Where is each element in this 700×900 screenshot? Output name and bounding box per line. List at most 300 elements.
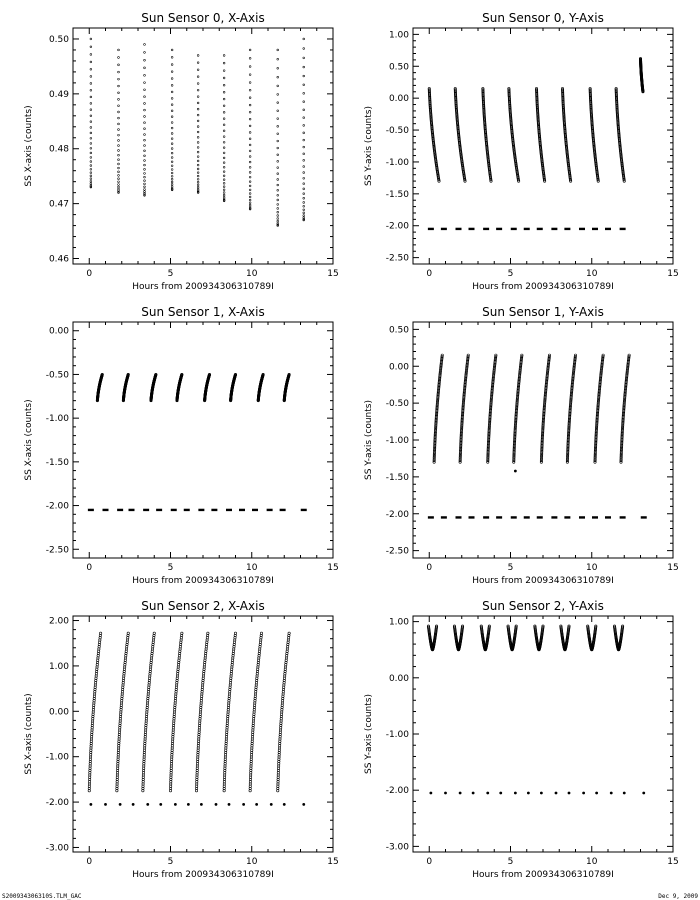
data-point bbox=[467, 354, 469, 356]
data-point bbox=[277, 179, 279, 181]
data-point bbox=[223, 186, 225, 188]
data-point bbox=[223, 55, 225, 57]
y-tick-label: -2.00 bbox=[385, 221, 409, 232]
y-tick-label: -1.00 bbox=[385, 730, 409, 740]
x-axis-label: Hours from 200934306310789I bbox=[472, 576, 614, 586]
data-point bbox=[197, 55, 199, 57]
data-point bbox=[197, 89, 199, 91]
y-tick-label: -2.50 bbox=[385, 253, 409, 264]
data-point bbox=[249, 189, 251, 191]
series-pass-5 bbox=[203, 373, 210, 402]
data-point bbox=[90, 38, 92, 40]
data-point bbox=[171, 152, 173, 154]
data-point bbox=[277, 49, 279, 51]
data-point bbox=[90, 175, 92, 177]
x-tick-label: 15 bbox=[667, 857, 679, 867]
data-point bbox=[303, 48, 305, 50]
series-pass-3 bbox=[150, 373, 157, 402]
y-tick-label: -1.00 bbox=[385, 157, 409, 168]
data-point bbox=[118, 105, 120, 107]
data-point bbox=[223, 70, 225, 72]
data-point bbox=[223, 152, 225, 154]
y-tick-label: -2.00 bbox=[45, 798, 69, 809]
data-point bbox=[277, 184, 279, 186]
x-tick-label: 5 bbox=[167, 857, 174, 867]
data-point bbox=[223, 157, 225, 159]
series-pass-6 bbox=[229, 373, 236, 402]
data-point bbox=[171, 78, 173, 80]
y-axis-label: SS X-axis (counts) bbox=[24, 399, 34, 481]
data-point bbox=[171, 49, 173, 51]
data-point bbox=[144, 186, 146, 188]
data-point bbox=[197, 181, 199, 183]
data-point bbox=[277, 194, 279, 196]
x-tick-label: 10 bbox=[246, 269, 258, 279]
data-point bbox=[223, 130, 225, 132]
data-point bbox=[223, 136, 225, 138]
data-point bbox=[200, 803, 203, 806]
y-tick-label: 1.00 bbox=[48, 661, 69, 672]
data-point bbox=[303, 202, 305, 204]
data-point bbox=[444, 792, 447, 795]
data-point bbox=[144, 128, 146, 130]
data-point bbox=[223, 84, 225, 86]
data-point bbox=[197, 172, 199, 174]
data-point bbox=[146, 803, 149, 806]
data-point bbox=[249, 199, 251, 201]
data-point bbox=[144, 145, 146, 147]
data-point bbox=[303, 217, 305, 219]
data-point bbox=[249, 138, 251, 140]
chart-title: Sun Sensor 0, X-Axis bbox=[141, 11, 265, 25]
data-point bbox=[118, 78, 120, 80]
data-point bbox=[249, 82, 251, 84]
data-point bbox=[223, 179, 225, 181]
x-tick-label: 5 bbox=[507, 857, 514, 867]
data-point bbox=[277, 199, 279, 201]
data-point bbox=[303, 177, 305, 179]
data-point bbox=[472, 792, 475, 795]
x-tick-label: 5 bbox=[167, 563, 174, 573]
data-point bbox=[197, 151, 199, 153]
data-point bbox=[249, 125, 251, 127]
data-point bbox=[144, 164, 146, 166]
data-point bbox=[171, 116, 173, 118]
data-point bbox=[277, 102, 279, 104]
data-point bbox=[249, 144, 251, 146]
footer-filename: S200934306310S.TLM_GAC bbox=[2, 893, 82, 900]
series-pass-8 bbox=[613, 625, 624, 651]
data-point bbox=[303, 212, 305, 214]
data-point bbox=[277, 211, 279, 213]
data-point bbox=[118, 159, 120, 161]
x-tick-label: 10 bbox=[246, 857, 258, 867]
data-point bbox=[249, 150, 251, 152]
data-point bbox=[642, 792, 645, 795]
data-point bbox=[249, 74, 251, 76]
data-point bbox=[144, 176, 146, 178]
data-point bbox=[118, 150, 120, 152]
data-point bbox=[118, 117, 120, 119]
x-axis-label: Hours from 200934306310789I bbox=[132, 576, 274, 586]
data-point bbox=[90, 46, 92, 48]
series-pass-1 bbox=[88, 632, 102, 792]
data-point bbox=[277, 147, 279, 149]
data-point bbox=[595, 792, 598, 795]
data-point bbox=[187, 803, 190, 806]
data-point bbox=[527, 792, 530, 795]
y-axis-label: SS X-axis (counts) bbox=[24, 105, 34, 187]
data-point bbox=[249, 49, 251, 51]
data-point bbox=[171, 64, 173, 66]
data-point bbox=[118, 175, 120, 177]
data-point bbox=[249, 176, 251, 178]
plot-frame bbox=[73, 616, 333, 852]
data-point bbox=[249, 193, 251, 195]
data-point bbox=[303, 146, 305, 148]
data-point bbox=[555, 792, 558, 795]
plot-frame bbox=[413, 616, 673, 852]
data-point bbox=[197, 186, 199, 188]
data-point bbox=[303, 57, 305, 59]
data-point bbox=[90, 180, 92, 182]
series-pass-4 bbox=[507, 625, 518, 651]
data-point bbox=[171, 122, 173, 124]
data-point bbox=[118, 186, 120, 188]
data-point bbox=[171, 157, 173, 159]
data-point bbox=[249, 166, 251, 168]
data-point bbox=[228, 803, 231, 806]
data-point bbox=[574, 354, 576, 356]
data-point bbox=[441, 354, 443, 356]
data-point bbox=[197, 83, 199, 85]
data-point bbox=[303, 101, 305, 103]
data-point bbox=[277, 154, 279, 156]
data-point bbox=[249, 196, 251, 198]
series-pass-2 bbox=[459, 354, 470, 463]
data-point bbox=[90, 165, 92, 167]
data-point bbox=[197, 126, 199, 128]
data-point bbox=[118, 154, 120, 156]
data-point bbox=[303, 38, 305, 40]
plot-frame bbox=[73, 322, 333, 558]
data-point bbox=[223, 91, 225, 93]
y-axis-label: SS X-axis (counts) bbox=[24, 693, 34, 775]
data-point bbox=[171, 133, 173, 135]
data-point bbox=[90, 103, 92, 105]
data-point bbox=[171, 183, 173, 185]
data-point bbox=[90, 61, 92, 63]
series-pass-2 bbox=[454, 87, 466, 182]
x-tick-label: 0 bbox=[426, 269, 433, 279]
data-point bbox=[249, 202, 251, 204]
x-tick-label: 15 bbox=[667, 269, 679, 279]
data-point bbox=[171, 143, 173, 145]
y-tick-label: -3.00 bbox=[45, 843, 69, 854]
data-point bbox=[223, 124, 225, 126]
data-point bbox=[144, 116, 146, 118]
y-tick-label: 0.46 bbox=[48, 254, 69, 265]
series-pass-7 bbox=[249, 49, 251, 210]
series-pass-2 bbox=[453, 625, 464, 651]
data-point bbox=[118, 111, 120, 113]
data-point bbox=[223, 192, 225, 194]
data-point bbox=[277, 118, 279, 120]
data-point bbox=[303, 66, 305, 68]
data-point bbox=[249, 181, 251, 183]
data-point bbox=[303, 84, 305, 86]
data-point bbox=[277, 167, 279, 169]
y-tick-label: -1.50 bbox=[45, 457, 69, 468]
data-point bbox=[144, 89, 146, 91]
series-pass-9 bbox=[303, 38, 305, 221]
data-point bbox=[144, 103, 146, 105]
series-pass-5 bbox=[195, 632, 209, 792]
series-pass-5 bbox=[535, 87, 546, 182]
y-tick-label: -0.50 bbox=[385, 126, 409, 137]
x-tick-label: 10 bbox=[246, 563, 258, 573]
data-point bbox=[270, 803, 273, 806]
data-point bbox=[303, 159, 305, 161]
data-point bbox=[171, 178, 173, 180]
data-point bbox=[303, 139, 305, 141]
data-point bbox=[242, 803, 245, 806]
data-point bbox=[90, 157, 92, 159]
data-point bbox=[197, 62, 199, 64]
data-point bbox=[582, 792, 585, 795]
data-point bbox=[197, 108, 199, 110]
x-tick-label: 0 bbox=[86, 563, 93, 573]
data-point bbox=[118, 140, 120, 142]
data-point bbox=[132, 803, 135, 806]
data-point bbox=[255, 803, 258, 806]
series-pass-3 bbox=[482, 87, 493, 182]
data-point bbox=[171, 138, 173, 140]
y-tick-label: 1.00 bbox=[388, 617, 409, 628]
series-pass-2 bbox=[116, 632, 130, 792]
series-pass-7 bbox=[594, 354, 605, 463]
data-point bbox=[303, 209, 305, 211]
data-point bbox=[90, 76, 92, 78]
x-tick-label: 5 bbox=[167, 269, 174, 279]
chart-title: Sun Sensor 1, X-Axis bbox=[141, 305, 265, 319]
data-point bbox=[118, 123, 120, 125]
data-point bbox=[90, 96, 92, 98]
data-point bbox=[90, 54, 92, 56]
data-point bbox=[90, 132, 92, 134]
data-point bbox=[90, 109, 92, 111]
chart-panel-3 bbox=[364, 305, 679, 586]
data-point bbox=[303, 215, 305, 217]
data-point bbox=[197, 146, 199, 148]
data-point bbox=[171, 148, 173, 150]
y-tick-label: -2.00 bbox=[385, 786, 409, 797]
data-point bbox=[249, 66, 251, 68]
series-pass-3 bbox=[142, 632, 156, 792]
data-point bbox=[277, 85, 279, 87]
data-point bbox=[303, 193, 305, 195]
data-point bbox=[118, 134, 120, 136]
data-point bbox=[90, 68, 92, 70]
series-pass-6 bbox=[566, 354, 577, 463]
series-pass-2 bbox=[122, 373, 129, 402]
x-axis-label: Hours from 200934306310789I bbox=[132, 282, 274, 292]
data-point bbox=[144, 183, 146, 185]
y-tick-label: 0.47 bbox=[48, 199, 69, 210]
data-point bbox=[144, 191, 146, 193]
data-point bbox=[249, 185, 251, 187]
data-point bbox=[223, 105, 225, 107]
chart-panel-0 bbox=[24, 11, 339, 292]
data-point bbox=[548, 354, 550, 356]
data-point bbox=[610, 792, 613, 795]
data-point bbox=[144, 122, 146, 124]
series-pass-8 bbox=[615, 87, 626, 182]
data-point bbox=[277, 218, 279, 220]
data-point bbox=[197, 178, 199, 180]
data-point bbox=[104, 803, 107, 806]
data-point bbox=[277, 76, 279, 78]
data-point bbox=[223, 98, 225, 100]
data-point bbox=[223, 111, 225, 113]
data-point bbox=[144, 160, 146, 162]
data-point bbox=[144, 82, 146, 84]
data-point bbox=[223, 182, 225, 184]
series-pass-1 bbox=[428, 87, 440, 182]
data-point bbox=[459, 792, 462, 795]
data-point bbox=[223, 166, 225, 168]
series-pass-7 bbox=[589, 87, 600, 182]
data-point bbox=[623, 792, 626, 795]
data-point bbox=[90, 178, 92, 180]
data-point bbox=[90, 183, 92, 185]
y-tick-label: -0.50 bbox=[385, 399, 409, 410]
data-point bbox=[223, 171, 225, 173]
series-pass-3 bbox=[144, 44, 146, 197]
data-point bbox=[303, 109, 305, 111]
data-point bbox=[118, 64, 120, 66]
series-pass-4 bbox=[171, 49, 173, 191]
data-point bbox=[144, 67, 146, 69]
y-tick-label: 0.48 bbox=[48, 144, 69, 155]
y-tick-label: 1.00 bbox=[388, 30, 409, 41]
data-point bbox=[197, 175, 199, 177]
data-point bbox=[277, 133, 279, 135]
y-tick-label: 0.00 bbox=[388, 362, 409, 373]
data-point bbox=[90, 137, 92, 139]
data-point bbox=[249, 132, 251, 134]
data-point bbox=[197, 142, 199, 144]
data-point bbox=[144, 52, 146, 54]
data-point bbox=[89, 803, 92, 806]
data-point bbox=[171, 169, 173, 171]
data-point bbox=[118, 129, 120, 131]
data-point bbox=[90, 142, 92, 144]
data-point bbox=[303, 188, 305, 190]
data-point bbox=[249, 89, 251, 91]
data-point bbox=[171, 185, 173, 187]
data-point bbox=[540, 792, 543, 795]
data-point bbox=[171, 161, 173, 163]
x-tick-label: 10 bbox=[586, 857, 598, 867]
data-point bbox=[197, 184, 199, 186]
data-point bbox=[144, 96, 146, 98]
series-pass-1 bbox=[433, 354, 444, 463]
data-point bbox=[159, 803, 162, 806]
data-point bbox=[223, 175, 225, 177]
series-pass-8 bbox=[277, 49, 279, 226]
data-point bbox=[144, 134, 146, 136]
data-point bbox=[144, 180, 146, 182]
data-point bbox=[277, 203, 279, 205]
data-point bbox=[429, 792, 432, 795]
x-tick-label: 10 bbox=[586, 563, 598, 573]
data-point bbox=[144, 155, 146, 157]
data-point bbox=[197, 164, 199, 166]
chart-panel-4 bbox=[24, 599, 339, 880]
y-tick-label: 0.00 bbox=[48, 326, 69, 337]
data-point bbox=[197, 120, 199, 122]
footer-date: Dec 9, 2009 bbox=[658, 893, 698, 900]
data-point bbox=[144, 44, 146, 46]
data-point bbox=[171, 172, 173, 174]
series-pass-2 bbox=[118, 49, 120, 193]
data-point bbox=[90, 161, 92, 163]
data-point bbox=[277, 215, 279, 217]
data-point bbox=[223, 141, 225, 143]
data-point bbox=[171, 104, 173, 106]
data-point bbox=[118, 57, 120, 59]
x-tick-label: 15 bbox=[327, 269, 339, 279]
data-point bbox=[277, 160, 279, 162]
y-tick-label: -3.00 bbox=[385, 842, 409, 853]
data-point bbox=[514, 792, 517, 795]
data-point bbox=[277, 189, 279, 191]
data-point bbox=[90, 89, 92, 91]
series-pass-6 bbox=[223, 55, 225, 202]
data-point bbox=[197, 188, 199, 190]
data-point bbox=[197, 156, 199, 158]
series-pass-4 bbox=[508, 87, 520, 182]
series-pass-4 bbox=[176, 373, 183, 402]
data-point bbox=[223, 147, 225, 149]
data-point bbox=[144, 173, 146, 175]
x-tick-label: 5 bbox=[507, 269, 514, 279]
y-tick-label: 0.50 bbox=[388, 325, 409, 336]
data-point bbox=[249, 104, 251, 106]
series-pass-7 bbox=[586, 625, 597, 651]
y-tick-label: -1.50 bbox=[385, 189, 409, 200]
data-point bbox=[171, 98, 173, 100]
series-pass-6 bbox=[560, 625, 571, 651]
data-point bbox=[215, 803, 218, 806]
y-tick-label: -1.00 bbox=[45, 752, 69, 763]
series-pass-5 bbox=[197, 55, 199, 194]
y-tick-label: -2.50 bbox=[385, 546, 409, 557]
data-point bbox=[118, 71, 120, 73]
y-axis-label: SS Y-axis (counts) bbox=[364, 106, 374, 186]
data-point bbox=[223, 62, 225, 64]
x-axis-label: Hours from 200934306310789I bbox=[472, 870, 614, 880]
data-point bbox=[118, 85, 120, 87]
x-tick-label: 15 bbox=[327, 563, 339, 573]
data-point bbox=[303, 197, 305, 199]
data-point bbox=[144, 109, 146, 111]
data-point bbox=[90, 83, 92, 85]
series-pass-1 bbox=[90, 38, 92, 188]
y-tick-label: -2.00 bbox=[385, 509, 409, 520]
data-point bbox=[90, 121, 92, 123]
